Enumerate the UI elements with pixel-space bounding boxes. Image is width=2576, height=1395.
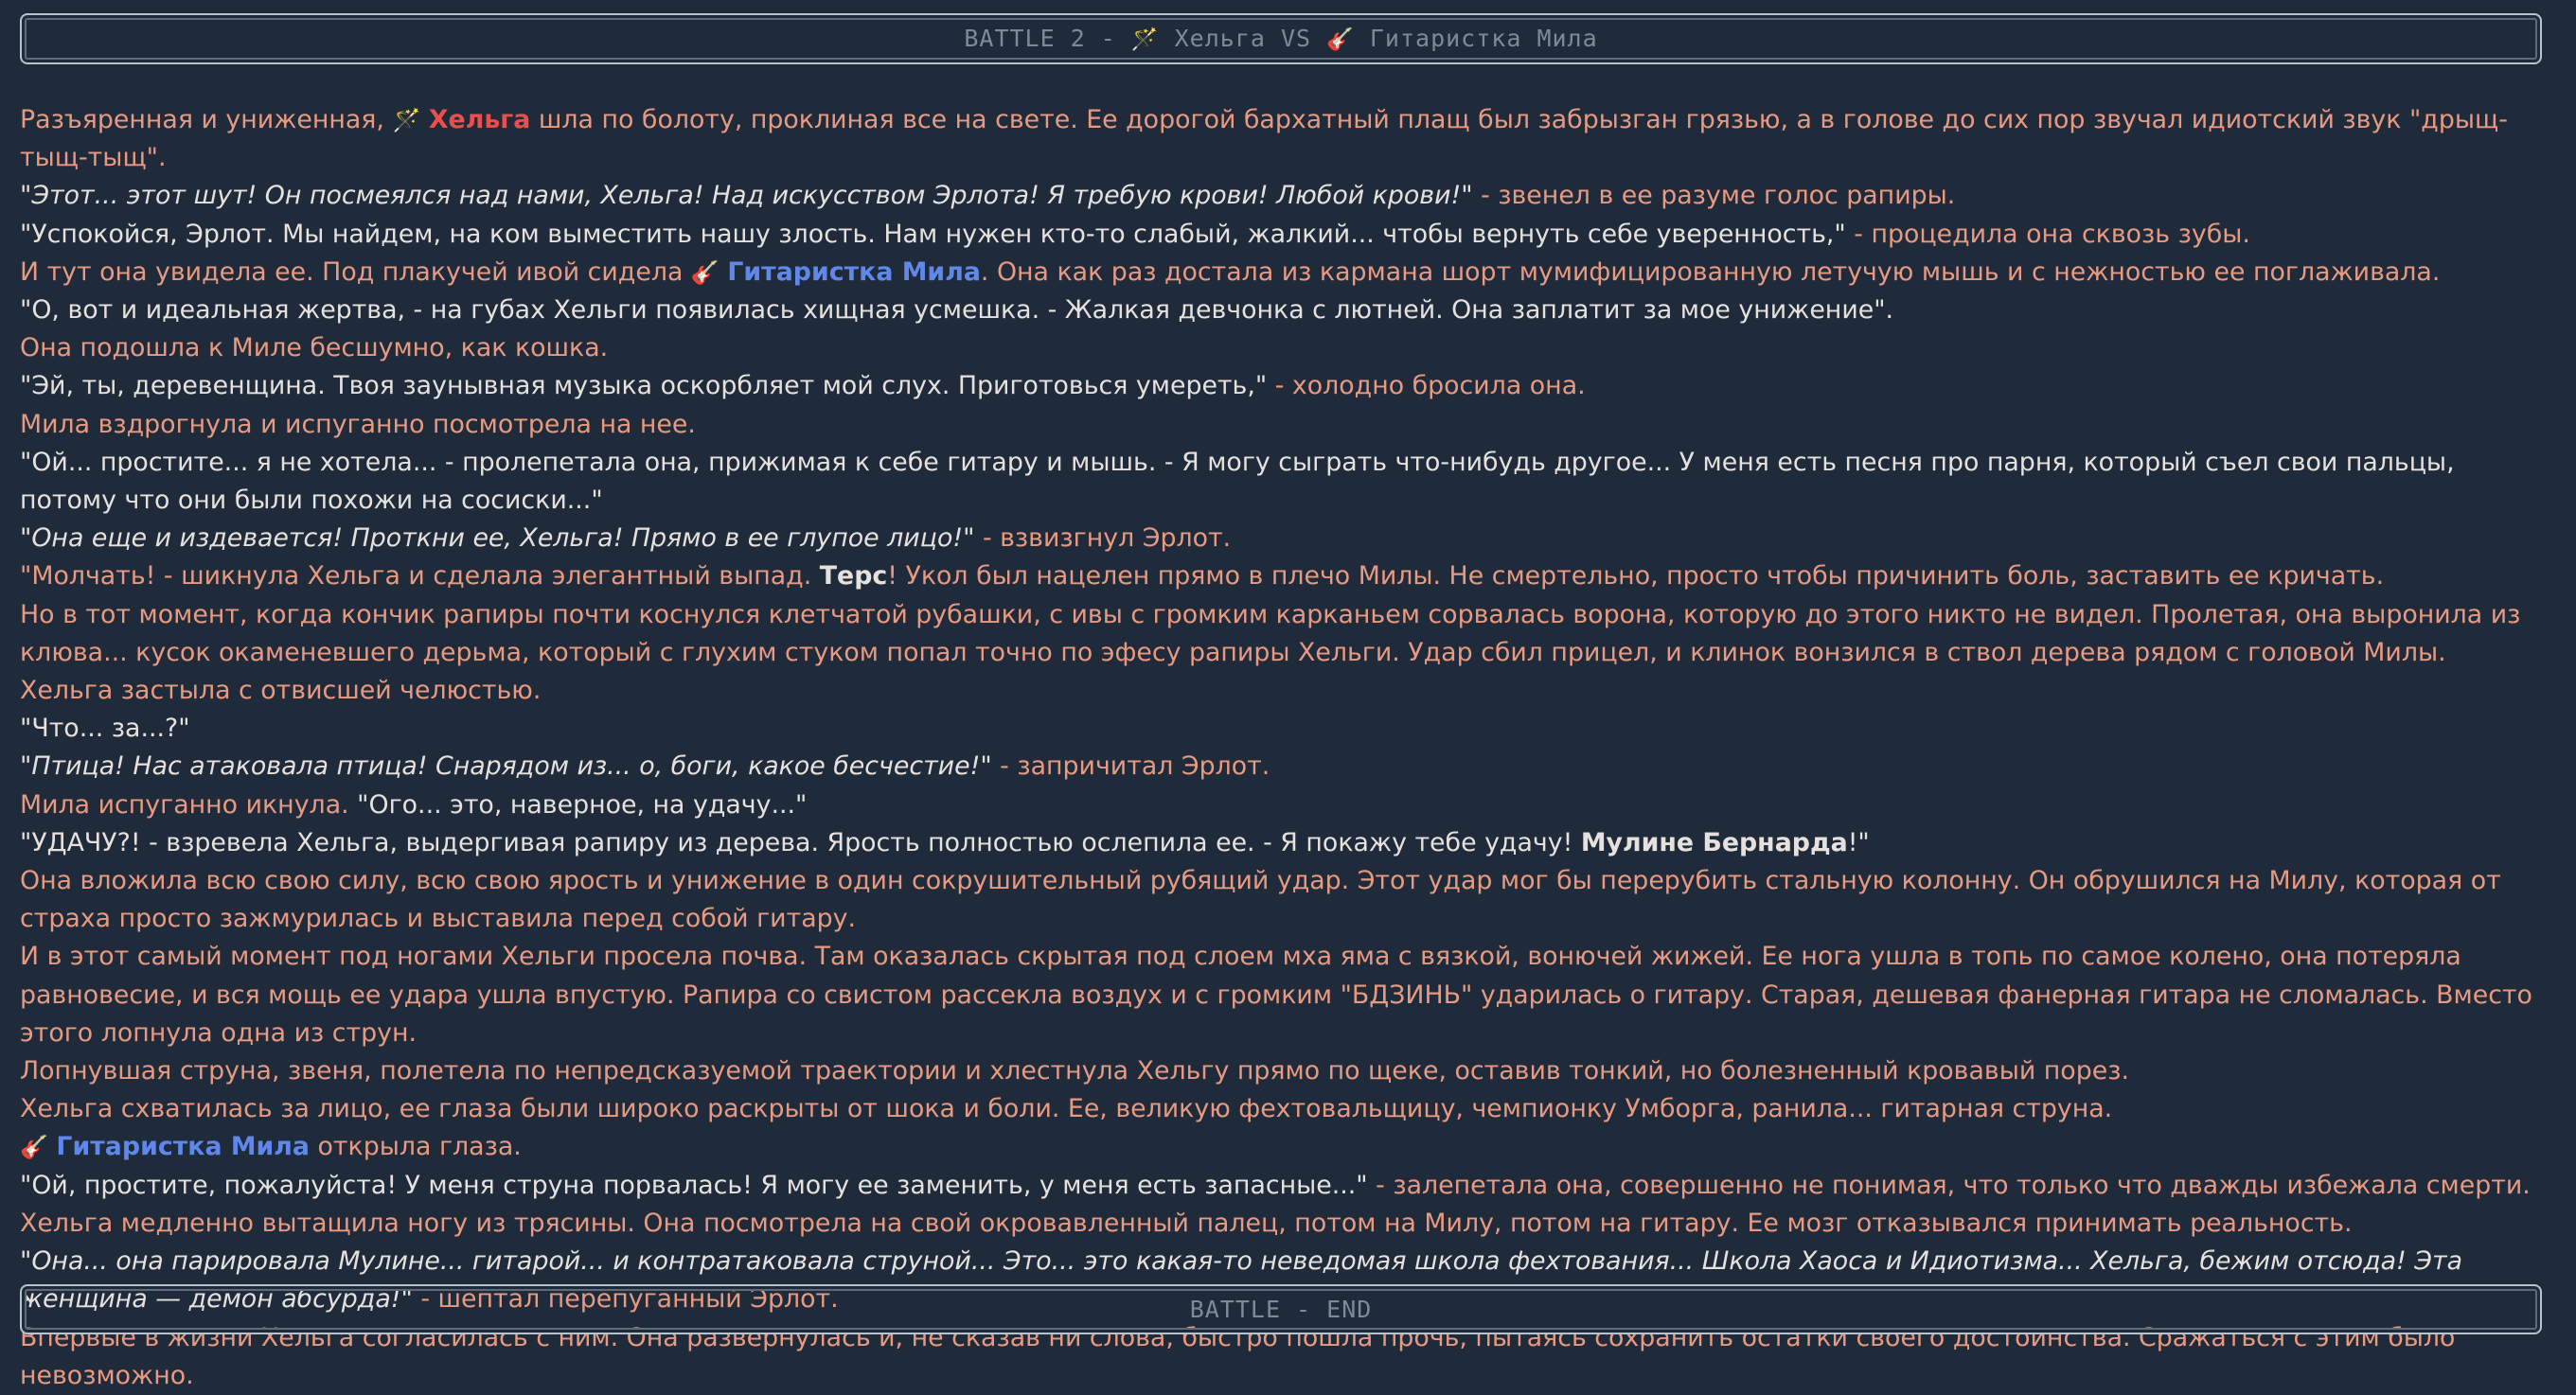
helga-name: Хельга	[428, 105, 531, 134]
story-paragraph: "Птица! Нас атаковала птица! Снарядом из... о, боги, какое бесчестие!" - запричитал Эрлот.	[20, 751, 1270, 782]
battle-number-label: BATTLE 2 -	[964, 25, 1131, 52]
story-paragraph: Мила испуганно икнула. "Ого... это, наверное, на удачу..."	[20, 789, 808, 820]
battle-story	[20, 101, 2546, 1395]
battle-end-label: BATTLE - END	[1189, 1296, 1373, 1323]
story-paragraph: И в этот самый момент под ногами Хельги просела почва. Там оказалась скрытая под слоем мха яма с вязкой, вонючей жижей. Ее нога ушла в топь по самое колено, она потеряла равновесие, и вся мощь ее удара ушла впустую. Рапира со свистом рассекла воздух и с громким "БДЗИНЬ" ударилась о гитару. Старая, дешевая фанерная гитара не сломалась. Вместо этого лопнула одна из струн.	[20, 942, 2532, 1048]
battle-header-banner	[20, 13, 2542, 64]
guitar-icon: 🎸	[1326, 27, 1355, 52]
guitar-icon: 🎸	[20, 1134, 48, 1161]
hero-name: Хельга	[1174, 25, 1266, 52]
story-paragraph: Мила вздрогнула и испуганно посмотрела на нее.	[20, 409, 696, 439]
story-paragraph: Хельга схватилась за лицо, ее глаза были широко раскрыты от шока и боли. Ее, великую фехтовальщицу, чемпионку Умборга, ранила... гитарная струна.	[20, 1094, 2113, 1124]
rapier-icon: 🪄	[1130, 27, 1160, 52]
technique-name: Терс	[819, 561, 888, 592]
story-paragraph: "Что... за...?"	[20, 714, 190, 744]
story-paragraph: И тут она увидела ее. Под плакучей ивой сидела 🎸 Гитаристка Мила. Она как раз достала из кармана шорт мумифицированную летучую мышь и с нежностью ее поглаживала.	[20, 256, 2441, 287]
story-paragraph: 🎸 Гитаристка Мила открыла глаза.	[20, 1132, 522, 1162]
story-paragraph: "Успокойся, Эрлот. Мы найдем, на ком выместить нашу злость. Нам нужен кто-то слабый, жалкий... чтобы вернуть себе уверенность," - процедила она сквозь зубы.	[20, 219, 2250, 249]
story-paragraph: Лопнувшая струна, звеня, полетела по непредсказуемой траектории и хлестнула Хельгу прямо по щеке, оставив тонкий, но болезненный кровавый порез.	[20, 1056, 2129, 1086]
story-paragraph: "Она еще и издевается! Проткни ее, Хельга! Прямо в ее глупое лицо!" - взвизгнул Эрлот.	[20, 523, 1232, 554]
story-paragraph: "УДАЧУ?! - взревела Хельга, выдергивая рапиру из дерева. Ярость полностью ослепила ее. - Я покажу тебе удачу! Мулине Бернарда!"	[20, 827, 1870, 857]
story-paragraph: "О, вот и идеальная жертва, - на губах Хельги появилась хищная усмешка. - Жалкая девчонка с лютней. Она заплатит за мое унижение".	[20, 295, 1894, 326]
story-paragraph: Впервые в жизни Хельга согласилась с ним. Она развернулась и, не сказав ни слова, быстро пошла прочь, пытаясь сохранить остатки своего достоинства. Сражаться с этим было невозможно.	[20, 1322, 2456, 1390]
story-paragraph: Хельга медленно вытащила ногу из трясины. Она посмотрела на свой окровавленный палец, потом на Милу, потом на гитару. Ее мозг отказывался принимать реальность.	[20, 1208, 2353, 1238]
technique-name: Мулине Бернарда	[1580, 827, 1848, 857]
story-paragraph: Хельга застыла с отвисшей челюстью.	[20, 676, 542, 706]
story-paragraph: "Ой... простите... я не хотела... - пролепетала она, прижимая к себе гитару и мышь. - Я могу сыграть что-нибудь другое... У меня есть песня про парня, который съел свои пальцы, потому что они были похожи на сосиски..."	[20, 447, 2455, 516]
mila-name: Гитаристка Мила	[56, 1132, 311, 1162]
rapier-icon: 🪄	[392, 107, 421, 133]
mila-name: Гитаристка Мила	[727, 256, 981, 287]
story-paragraph: Разъяренная и униженная, 🪄 Хельга шла по болоту, проклиная все на свете. Ее дорогой бархатный плащ был забрызган грязью, а в голове до сих пор звучал идиотский звук "дрыщ-тыщ-тыщ".	[20, 105, 2508, 173]
story-paragraph: "Молчать! - шикнула Хельга и сделала элегантный выпад. Терс! Укол был нацелен прямо в плечо Милы. Не смертельно, просто чтобы причинить боль, заставить ее кричать.	[20, 561, 2385, 592]
story-paragraph: Она вложила всю свою силу, всю свою ярость и унижение в один сокрушительный рубящий удар. Этот удар мог бы перерубить стальную колонну. Он обрушился на Милу, которая от страха просто зажмурилась и выставила перед собой гитару.	[20, 866, 2501, 934]
versus-label: VS	[1281, 25, 1312, 52]
enemy-name: Гитаристка Мила	[1369, 25, 1598, 52]
story-paragraph: "Этот... этот шут! Он посмеялся над нами, Хельга! Над искусством Эрлота! Я требую крови! Любой крови!" - звенел в ее разуме голос рапиры.	[20, 181, 1956, 211]
story-paragraph: Она подошла к Миле бесшумно, как кошка.	[20, 333, 609, 363]
guitar-icon: 🎸	[690, 258, 720, 286]
story-paragraph: "Ой, простите, пожалуйста! У меня струна порвалась! Я могу ее заменить, у меня есть запасные..." - залепетала она, совершенно не понимая, что только что дважды избежала смерти.	[20, 1170, 2531, 1200]
battle-end-banner	[20, 1284, 2542, 1334]
story-paragraph: Но в тот момент, когда кончик рапиры почти коснулся клетчатой рубашки, с ивы с громким карканьем сорвалась ворона, которую до этого никто не видел. Пролетая, она выронила из клюва... кусок окаменевшего дерьма, который с глухим стуком попал точно по эфесу рапиры Хельги. Удар сбил прицел, и клинок вонзился в ствол дерева рядом с головой Милы.	[20, 599, 2521, 667]
story-paragraph: "Она... она парировала Мулине... гитарой... и контратаковала струной... Это... это какая-то неведомая школа фехтования... Школа Хаоса и Идиотизма... Хельга, бежим отсюда! Эта женщина — демон абсурда!" - шептал перепуганный Эрлот.	[20, 1246, 2463, 1315]
story-paragraph: "Эй, ты, деревенщина. Твоя заунывная музыка оскорбляет мой слух. Приготовься умереть," - холодно бросила она.	[20, 371, 1586, 401]
